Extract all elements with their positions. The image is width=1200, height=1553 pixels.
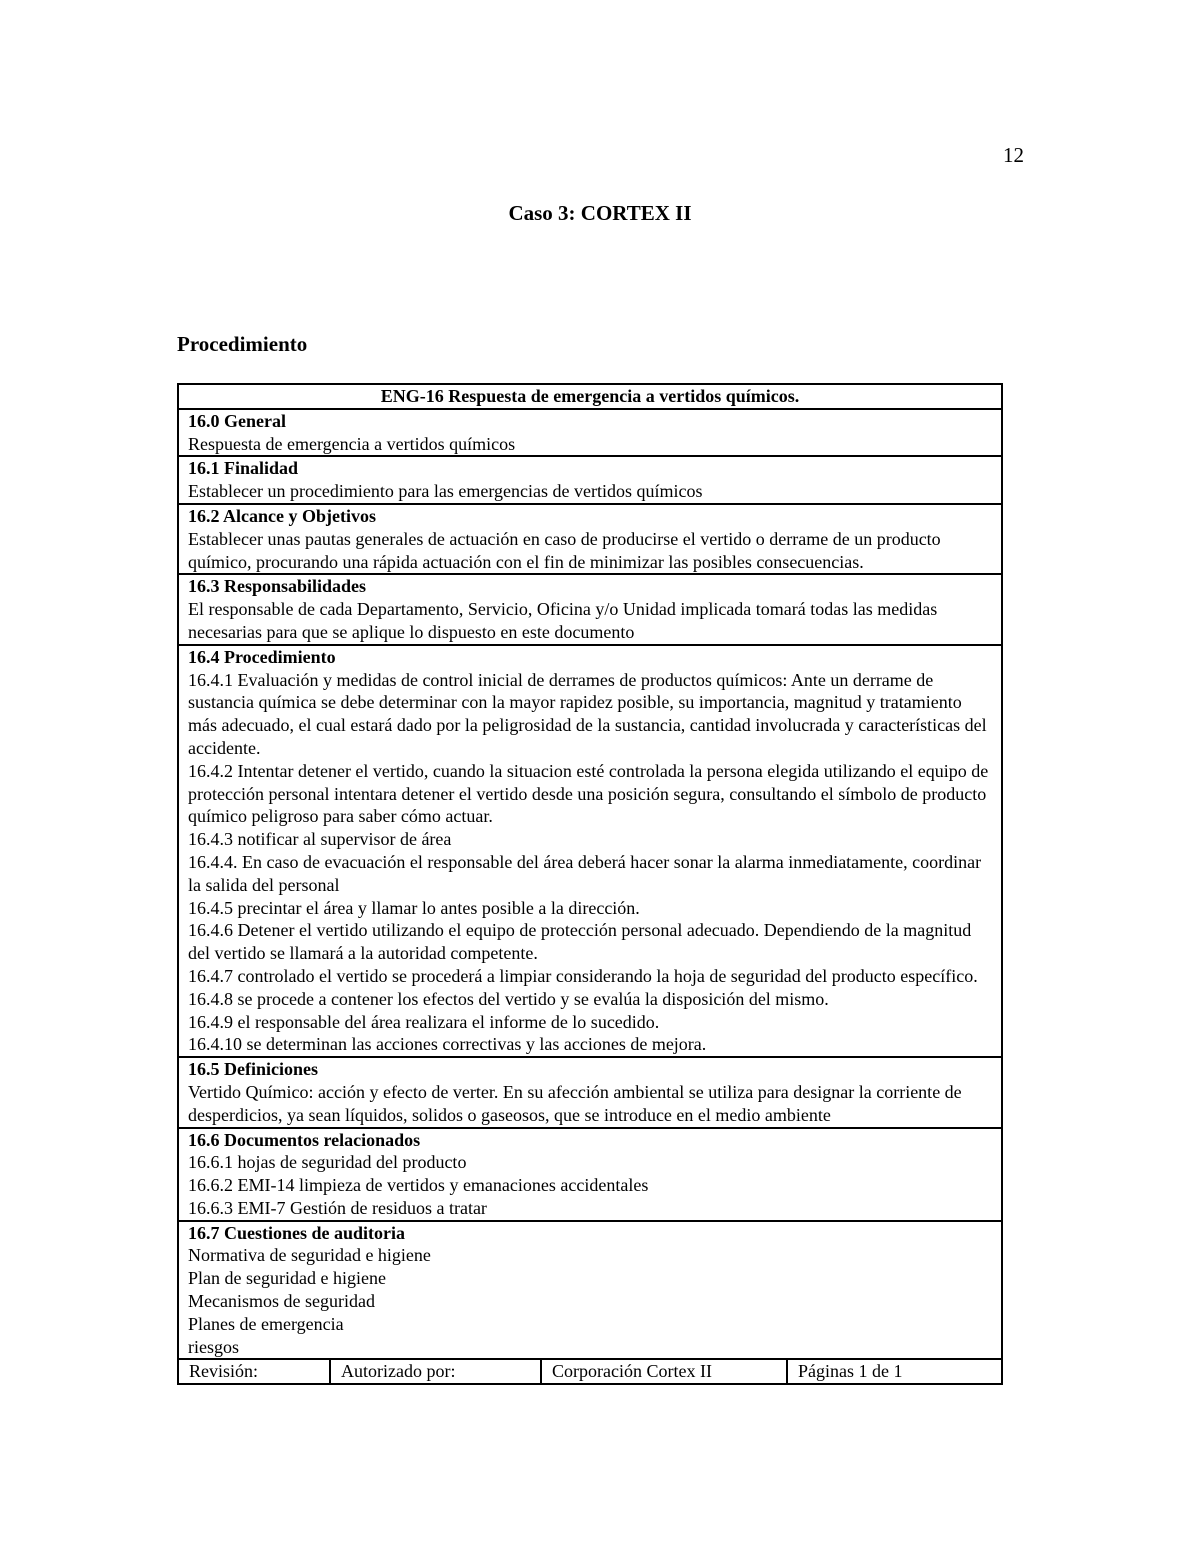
section-line: 16.4.3 notificar al supervisor de área — [188, 829, 452, 850]
section-line: Respuesta de emergencia a vertidos químicos — [188, 433, 516, 454]
footer-authorized: Autorizado por: — [330, 1359, 541, 1384]
section-line: Establecer un procedimiento para las emergencias de vertidos químicos — [188, 481, 703, 502]
table-header-row — [178, 384, 1002, 409]
footer-company: Corporación Cortex II — [541, 1359, 787, 1384]
section-alcance — [178, 504, 1002, 574]
section-responsabilidades — [178, 574, 1002, 644]
section-cell — [178, 574, 1002, 644]
section-line: Normativa de seguridad e higiene — [188, 1245, 431, 1266]
section-line: Plan de seguridad e higiene — [188, 1268, 386, 1289]
section-line: Establecer unas pautas generales de actuación en caso de producirse el vertido o derrame de un producto químico, procurando una rápida actuación con el fin de minimizar las posibles consecuencias. — [188, 528, 941, 572]
section-line: 16.4.4. En caso de evacuación el responsable del área deberá hacer sonar la alarma inmediatamente, coordinar la salida del personal — [188, 851, 982, 895]
section-title: 16.7 Cuestiones de auditoria — [188, 1222, 406, 1243]
footer-pages: Páginas 1 de 1 — [787, 1359, 1002, 1384]
section-line: 16.6.2 EMI-14 limpieza de vertidos y emanaciones accidentales — [188, 1175, 649, 1196]
section-cell — [178, 1221, 1002, 1360]
section-cell — [178, 504, 1002, 574]
procedure-header: ENG-16 Respuesta de emergencia a vertidos químicos. — [178, 384, 1002, 409]
section-cell — [178, 409, 1002, 457]
section-cell — [178, 645, 1002, 1057]
section-line: 16.6.3 EMI-7 Gestión de residuos a tratar — [188, 1197, 487, 1218]
section-line: 16.4.2 Intentar detener el vertido, cuando la situacion esté controlada la persona elegida utilizando el equipo de protección personal intentara detener el vertido desde una posición segura, consultando el símbolo de producto químico peligroso para saber cómo actuar. — [188, 760, 989, 827]
section-title: 16.5 Definiciones — [188, 1059, 318, 1080]
section-title: 16.1 Finalidad — [188, 458, 299, 479]
document-title: Caso 3: CORTEX II — [508, 201, 692, 225]
section-line: riesgos — [188, 1336, 239, 1357]
section-line: 16.6.1 hojas de seguridad del producto — [188, 1152, 467, 1173]
section-line: 16.4.6 Detener el vertido utilizando el equipo de protección personal adecuado. Dependiendo de la magnitud del vertido se llamará a la autoridad competente. — [188, 920, 972, 964]
section-documentos — [178, 1128, 1002, 1221]
page-number: 12 — [1003, 143, 1024, 167]
section-title: 16.3 Responsabilidades — [188, 576, 367, 597]
section-definiciones — [178, 1057, 1002, 1127]
section-title: 16.2 Alcance y Objetivos — [188, 505, 376, 526]
section-line: 16.4.7 controlado el vertido se procederá a limpiar considerando la hoja de seguridad del producto específico. — [188, 965, 978, 986]
section-cell — [178, 456, 1002, 504]
section-line: 16.4.1 Evaluación y medidas de control inicial de derrames de productos químicos: Ante un derrame de sustancia química se debe determinar con la mayor rapidez posible, su importancia, magnitud y tratamiento más adecuado, el cual estará dado por la peligrosidad de la sustancia, cantidad involucrada y características del accidente. — [188, 669, 987, 758]
section-line: Planes de emergencia — [188, 1313, 344, 1334]
table-footer-row — [178, 1359, 1002, 1384]
section-title: 16.6 Documentos relacionados — [188, 1129, 421, 1150]
section-finalidad — [178, 456, 1002, 504]
section-title: 16.4 Procedimiento — [188, 646, 336, 667]
section-cell — [178, 1128, 1002, 1221]
footer-revision: Revisión: — [178, 1359, 330, 1384]
section-line: 16.4.8 se procede a contener los efectos del vertido y se evalúa la disposición del mismo. — [188, 988, 829, 1009]
section-auditoria — [178, 1221, 1002, 1360]
section-line: 16.4.10 se determinan las acciones correctivas y las acciones de mejora. — [188, 1034, 707, 1055]
section-line: 16.4.9 el responsable del área realizara el informe de lo sucedido. — [188, 1011, 660, 1032]
procedure-table — [177, 383, 1003, 1385]
section-general — [178, 409, 1002, 457]
section-line: 16.4.5 precintar el área y llamar lo antes posible a la dirección. — [188, 897, 640, 918]
section-line: El responsable de cada Departamento, Servicio, Oficina y/o Unidad implicada tomará todas las medidas necesarias para que se aplique lo dispuesto en este documento — [188, 599, 938, 642]
section-line: Vertido Químico: acción y efecto de verter. En su afección ambiental se utiliza para designar la corriente de desperdicios, ya sean líquidos, solidos o gaseosos, que se introduce en el medio ambiente — [188, 1081, 962, 1125]
section-procedimiento — [178, 645, 1002, 1057]
section-line: Mecanismos de seguridad — [188, 1291, 375, 1312]
section-cell — [178, 1057, 1002, 1127]
section-title: 16.0 General — [188, 410, 286, 431]
section-heading: Procedimiento — [177, 332, 308, 356]
